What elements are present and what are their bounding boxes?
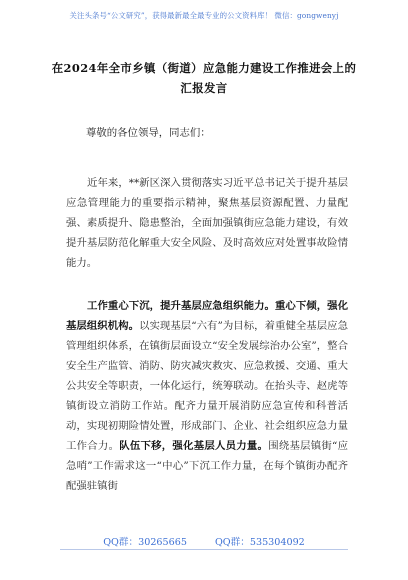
body-organization: 以实现基层“六有”为目标，着重健全基层应急管理组织体系，在镇街层面设立“安全发展综治办公室”，整合安全生产监管、消防、防灾减灾救灾、应急救援、交通、重大公共安全等职责，一体化运行，统筹联动。在抬头寺、赵虎等镇街设立消防工作站。配齐力量开展消防应急宣传和科普活动，实现初期险情处置，形成部门、企业、社会组织应急力量工作合力。 — [66, 320, 349, 452]
paragraph-work-focus — [66, 296, 348, 496]
heading-organization: 工作重心下沉，提升基层应急组织能力。重心下倾，强化基层组织机构。 — [66, 300, 348, 332]
heading-personnel: 队伍下移，强化基层人员力量。 — [119, 440, 269, 452]
paragraph-intro: 近年来，**新区深入贯彻落实习近平总书记关于提升基层应急管理能力的重要指示精神，聚焦基层资源配置、力量配强、素质提升、隐患整治，全面加强镇街应急能力建设，有效提升基层防范化解重大安全风险、及时高效应对处置事故险情能力。 — [66, 177, 348, 269]
footer-divider — [60, 549, 348, 550]
footer-qq-group-1: QQ群：30265665 — [103, 537, 187, 548]
document-title-line-2: 汇报发言 — [180, 81, 228, 95]
header-banner: 关注头条号“公文研究”，获得最新最全最专业的公文资料库！ 微信：gongwenyj — [69, 11, 339, 20]
document-title-line-1: 在2024年全市乡镇（街道）应急能力建设工作推进会上的 — [51, 61, 357, 75]
body-personnel: 围绕基层镇街“应急哨”工作需求这一“中心”下沉工作力量，在每个镇街办配齐配强驻镇街 — [66, 440, 349, 492]
footer-qq-group-2: QQ群：535304092 — [214, 537, 305, 548]
salutation: 尊敬的各位领导，同志们： — [86, 127, 211, 139]
footer-contacts — [0, 534, 408, 548]
